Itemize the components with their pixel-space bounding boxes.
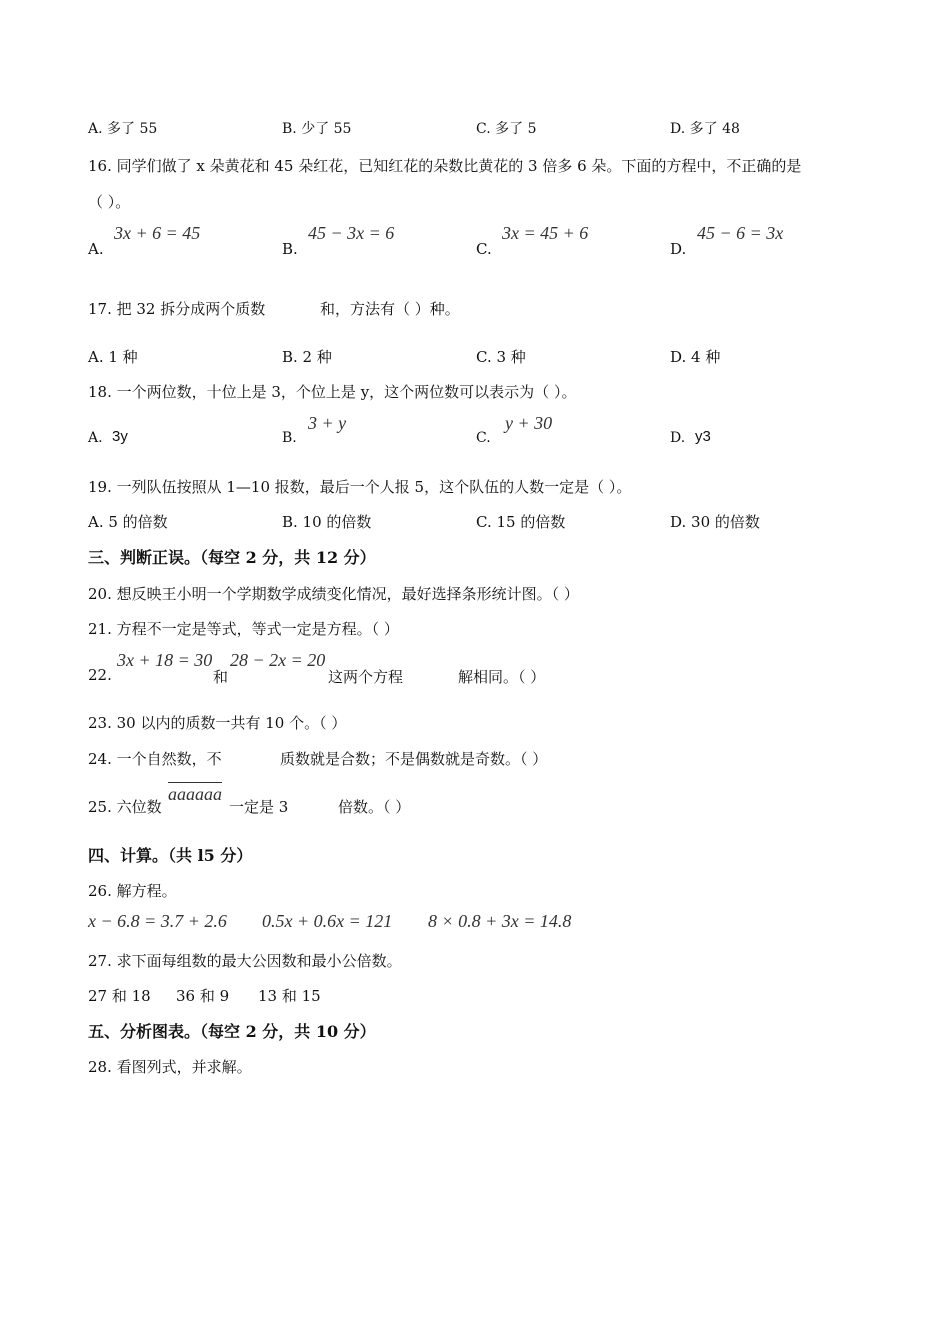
q18-c-expression: y + 30 xyxy=(505,413,553,433)
q24-part-2: 质数就是合数；不是偶数就是奇数。（ ） xyxy=(280,750,548,768)
q25-repeating-number: aaaaaa xyxy=(168,784,222,804)
q22-number: 22. xyxy=(88,666,112,684)
q18-b-expression: 3 + y xyxy=(308,413,347,433)
q16-c-equation: 3x = 45 + 6 xyxy=(502,223,589,243)
q26-stem: 26. 解方程。 xyxy=(88,882,177,900)
q27-group-2: 36 和 9 xyxy=(176,987,230,1005)
q18-stem: 18. 一个两位数，十位上是 3，个位上是 y，这个两位数可以表示为（ ）。 xyxy=(88,383,577,401)
section-3-heading: 三、判断正误。（每空 2 分，共 12 分） xyxy=(88,548,376,567)
q26-equation-2: 0.5x + 0.6x = 121 xyxy=(262,911,393,931)
q21-text: 21. 方程不一定是等式，等式一定是方程。（ ） xyxy=(88,620,399,638)
q15-option-d: D. 多了 48 xyxy=(670,121,740,137)
q24-part-1: 24. 一个自然数，不 xyxy=(88,750,222,768)
q27-group-1: 27 和 18 xyxy=(88,987,151,1005)
q19-stem: 19. 一列队伍按照从 1—10 报数，最后一个人报 5，这个队伍的人数一定是（ ）。 xyxy=(88,478,632,496)
q26-equation-1: x − 6.8 = 3.7 + 2.6 xyxy=(88,911,227,931)
q28-text: 28. 看图列式，并求解。 xyxy=(88,1058,252,1076)
q17-option-b: B. 2 种 xyxy=(282,348,332,366)
q17-option-c: C. 3 种 xyxy=(476,348,526,366)
q16-b-equation: 45 − 3x = 6 xyxy=(308,223,395,243)
q16-c-label: C. xyxy=(476,240,492,258)
q19-option-d: D. 30 的倍数 xyxy=(670,513,760,531)
q15-option-b: B. 少了 55 xyxy=(282,121,352,137)
q22-text-2: 解相同。（ ） xyxy=(458,668,546,686)
q20-text: 20. 想反映王小明一个学期数学成绩变化情况，最好选择条形统计图。（ ） xyxy=(88,585,579,603)
q22-and: 和 xyxy=(213,668,229,686)
q17-stem-part1: 17. 把 32 拆分成两个质数 xyxy=(88,300,266,318)
q17-option-a: A. 1 种 xyxy=(88,348,138,366)
q22-equation-2: 28 − 2x = 20 xyxy=(230,650,326,670)
q16-paren: （ ）。 xyxy=(88,193,131,211)
q16-a-label: A. xyxy=(88,240,104,258)
q16-d-equation: 45 − 6 = 3x xyxy=(697,223,784,243)
q16-d-label: D. xyxy=(670,240,687,258)
q18-a-value: 3y xyxy=(112,428,128,445)
q19-option-c: C. 15 的倍数 xyxy=(476,513,566,531)
q19-option-a: A. 5 的倍数 xyxy=(88,513,168,531)
section-5-heading: 五、分析图表。（每空 2 分，共 10 分） xyxy=(88,1022,376,1041)
q22-equation-1: 3x + 18 = 30 xyxy=(117,650,213,670)
q16-b-label: B. xyxy=(282,240,298,258)
q18-d-label: D. xyxy=(670,430,686,446)
q25-part-1: 25. 六位数 xyxy=(88,798,162,816)
q25-part-3: 倍数。（ ） xyxy=(338,798,411,816)
q18-d-value: y3 xyxy=(695,428,711,445)
q27-stem: 27. 求下面每组数的最大公因数和最小公倍数。 xyxy=(88,952,402,970)
q18-b-label: B. xyxy=(282,430,297,446)
section-4-heading: 四、计算。（共 l5 分） xyxy=(88,846,253,865)
q19-option-b: B. 10 的倍数 xyxy=(282,513,372,531)
q18-a-label: A. xyxy=(88,430,103,446)
q17-stem-part2: 和，方法有（ ）种。 xyxy=(320,300,460,318)
q15-option-a: A. 多了 55 xyxy=(88,121,158,137)
q16-a-equation: 3x + 6 = 45 xyxy=(114,223,201,243)
q16-stem: 16. 同学们做了 x 朵黄花和 45 朵红花，已知红花的朵数比黄花的 3 倍多 6 朵。下面的方程中，不正确的是 xyxy=(88,157,802,175)
q27-group-3: 13 和 15 xyxy=(258,987,321,1005)
q23-text: 23. 30 以内的质数一共有 10 个。（ ） xyxy=(88,714,347,732)
q22-text-1: 这两个方程 xyxy=(328,668,404,686)
q15-option-c: C. 多了 5 xyxy=(476,121,537,137)
q25-part-2: 一定是 3 xyxy=(229,798,289,816)
q26-equation-3: 8 × 0.8 + 3x = 14.8 xyxy=(428,911,572,931)
q18-c-label: C. xyxy=(476,430,491,446)
q17-option-d: D. 4 种 xyxy=(670,348,721,366)
